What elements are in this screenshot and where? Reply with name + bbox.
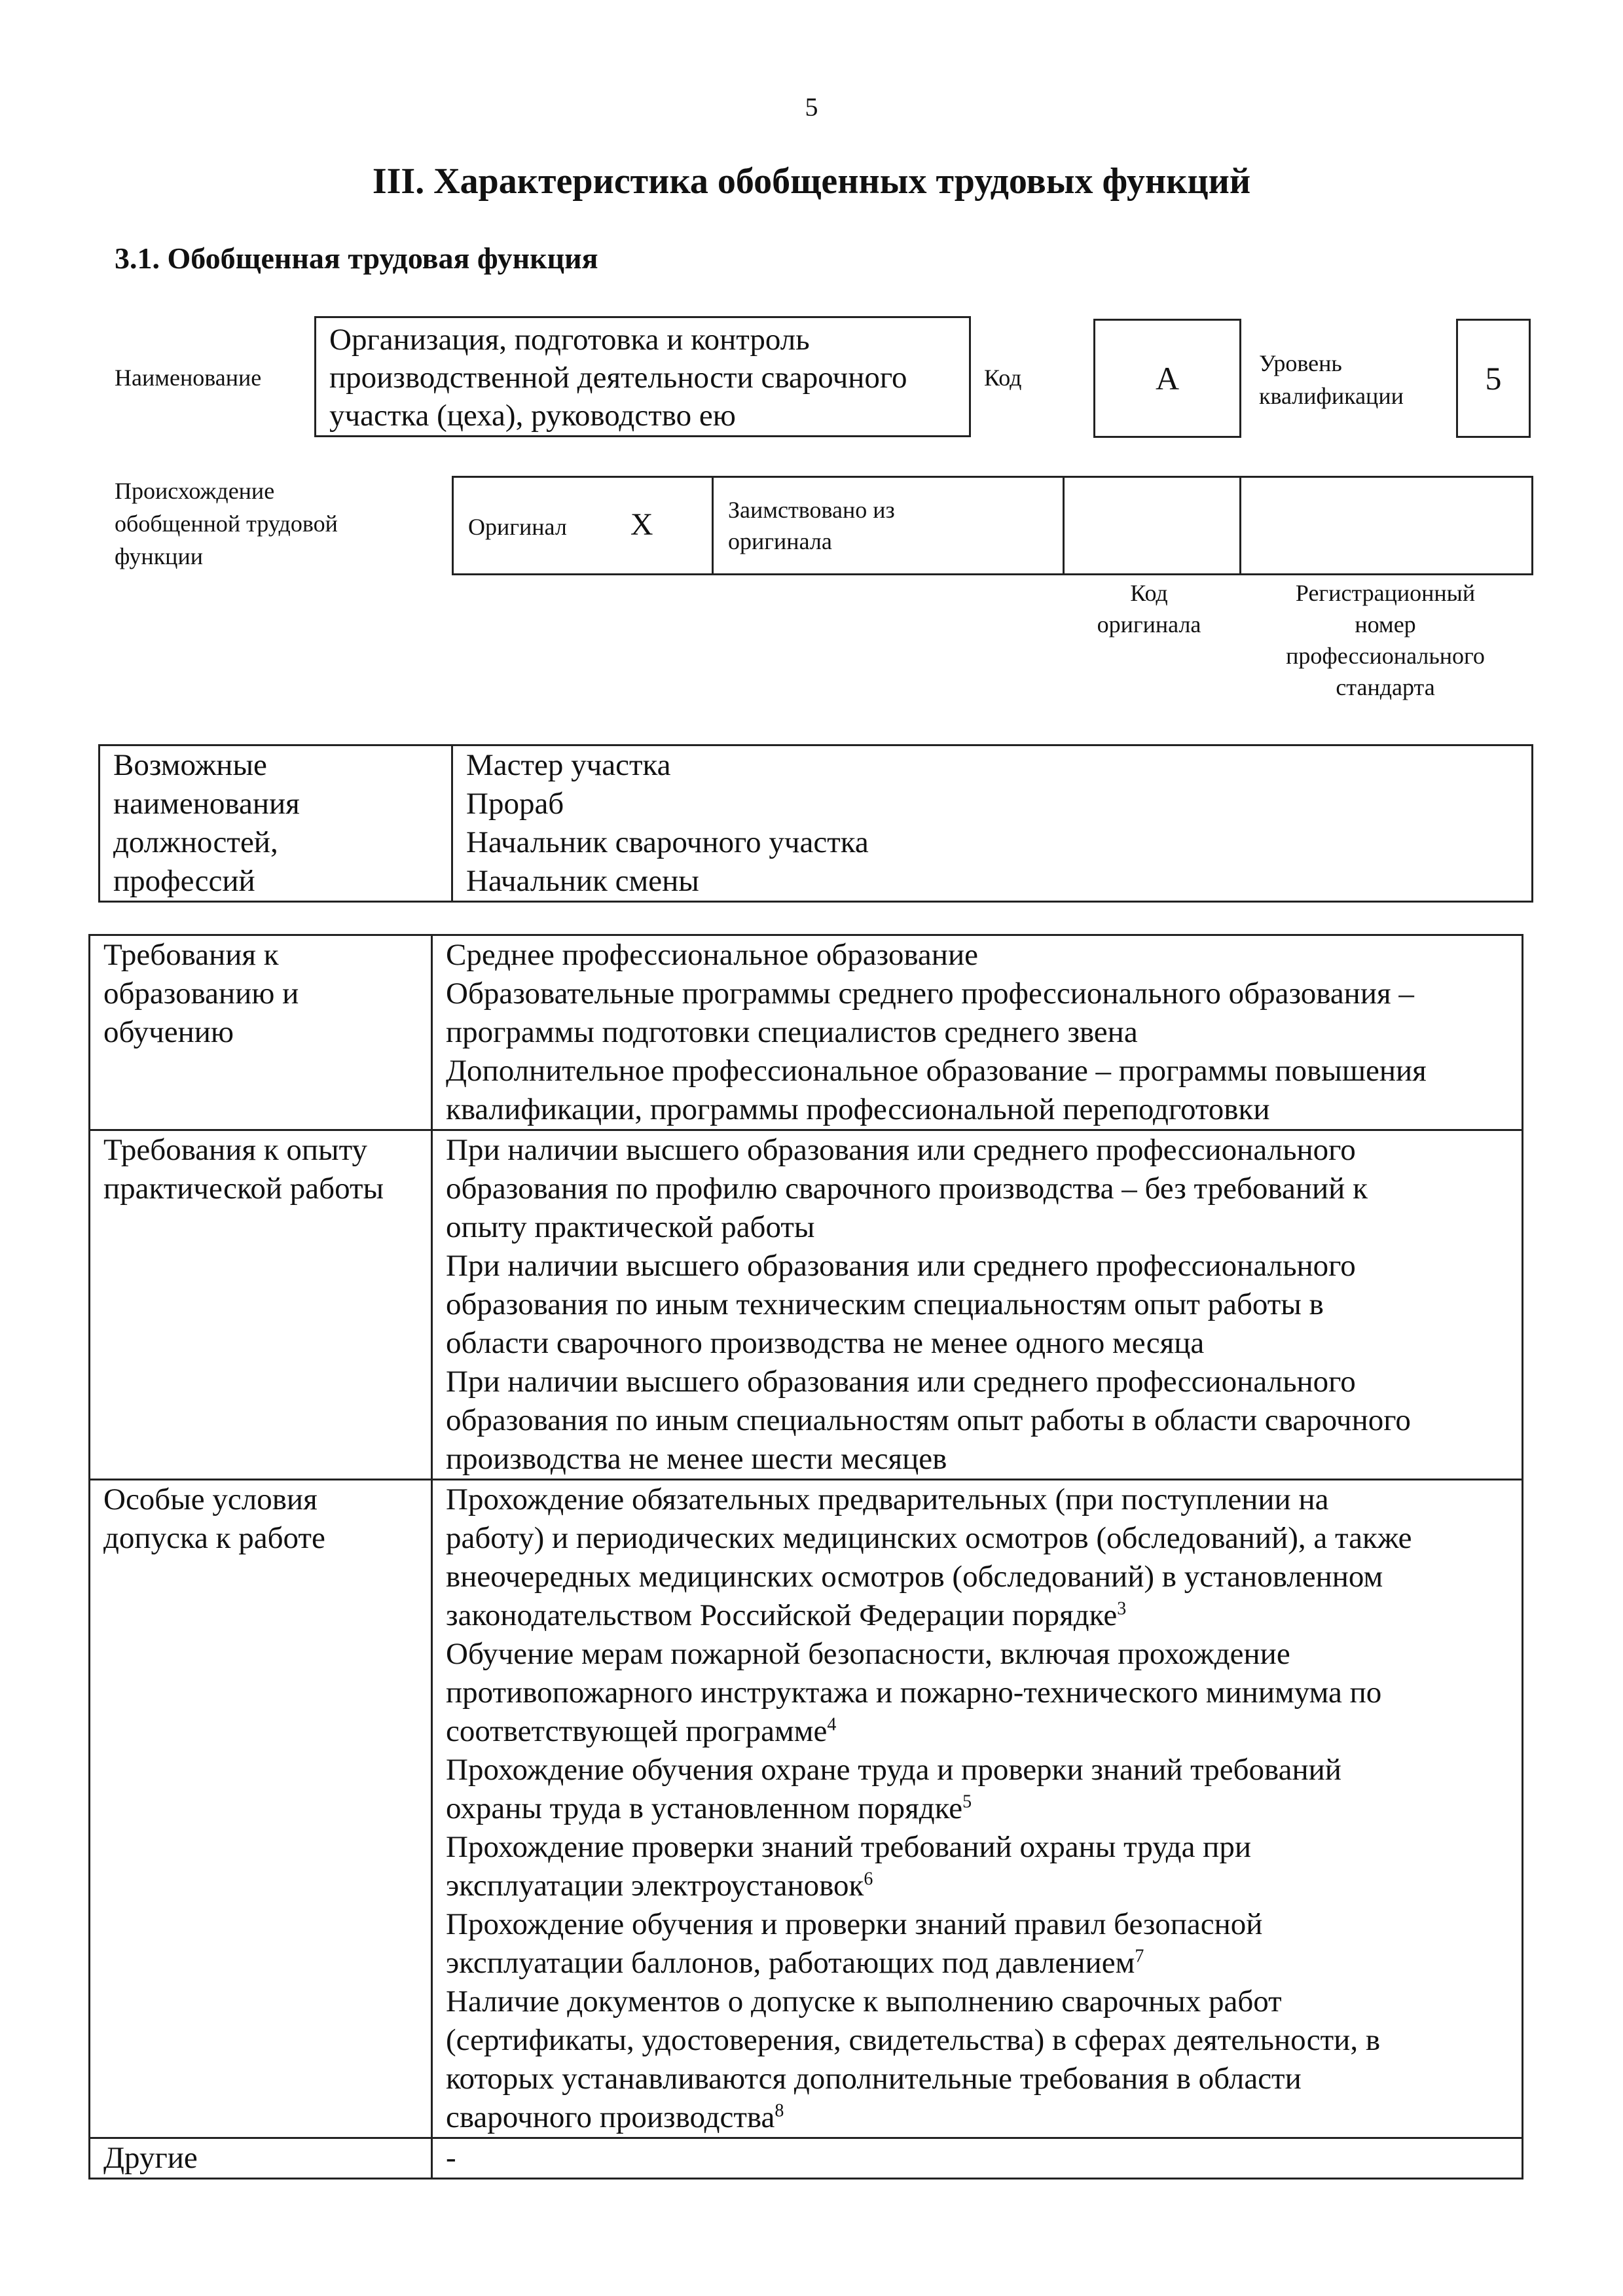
requirement-text-cell bbox=[432, 1480, 1523, 2138]
requirement-label-line: Требования к опыту bbox=[103, 1133, 368, 1167]
requirement-text-line: законодательством Российской Федерации порядке$^3$ bbox=[446, 1598, 1127, 1632]
requirement-text-line: области сварочного производства не менее одного месяца bbox=[446, 1326, 1205, 1360]
caption-line: оригинала bbox=[1097, 611, 1201, 637]
origin-borrowed-cell bbox=[713, 477, 1064, 575]
caption-reg-number bbox=[1239, 577, 1531, 703]
position-item: Прораб bbox=[466, 787, 564, 821]
footnote-ref: 5 bbox=[962, 1791, 972, 1812]
requirement-text-line: работу) и периодических медицинских осмотров (обследований), а также bbox=[446, 1521, 1412, 1555]
positions-table bbox=[98, 744, 1533, 903]
requirement-text-line: охраны труда в установленном порядке$^5$ bbox=[446, 1791, 972, 1825]
requirement-label-cell bbox=[90, 935, 432, 1130]
footnote-ref: 3 bbox=[1117, 1598, 1127, 1619]
original-mark: X bbox=[630, 507, 653, 542]
requirement-text-line: При наличии высшего образования или среднего профессионального bbox=[446, 1365, 1356, 1399]
requirement-text-line: соответствующей программе$^4$ bbox=[446, 1714, 837, 1748]
origin-label-line: обобщенной трудовой bbox=[115, 511, 338, 537]
requirement-label-line: Требования к bbox=[103, 938, 279, 972]
origin-reg-number-cell bbox=[1241, 477, 1533, 575]
requirements-row-education bbox=[90, 935, 1523, 1130]
requirement-text-line: эксплуатации баллонов, работающих под давлением$^7$ bbox=[446, 1946, 1144, 1980]
requirement-text-line: При наличии высшего образования или среднего профессионального bbox=[446, 1249, 1356, 1283]
level-label-line: квалификации bbox=[1259, 383, 1404, 409]
requirement-text-line: Образовательные программы среднего профессионального образования – bbox=[446, 977, 1414, 1011]
subsection-title: 3.1. Обобщенная трудовая функция bbox=[115, 242, 598, 275]
origin-table bbox=[452, 476, 1533, 575]
function-name-line: участка (цеха), руководство ею bbox=[329, 399, 736, 433]
requirements-row-special-conditions bbox=[90, 1480, 1523, 2138]
requirement-text-cell bbox=[432, 935, 1523, 1130]
requirement-label-cell bbox=[90, 1130, 432, 1480]
requirement-label-cell bbox=[90, 1480, 432, 2138]
requirement-text-cell bbox=[432, 1130, 1523, 1480]
origin-original-cell bbox=[453, 477, 713, 575]
requirement-text-line: (сертификаты, удостоверения, свидетельства) в сферах деятельности, в bbox=[446, 2023, 1381, 2057]
requirement-text-line: - bbox=[446, 2141, 456, 2175]
requirement-label-cell bbox=[90, 2138, 432, 2179]
requirements-row-other bbox=[90, 2138, 1523, 2179]
positions-label-line: профессий bbox=[113, 864, 255, 898]
original-label: Оригинал bbox=[468, 513, 567, 540]
footnote-ref: 7 bbox=[1135, 1946, 1144, 1967]
requirement-text-line: квалификации, программы профессиональной переподготовки bbox=[446, 1092, 1270, 1126]
level-value: 5 bbox=[1485, 360, 1502, 397]
requirements-table bbox=[88, 934, 1523, 2179]
requirement-text-line: Наличие документов о допуске к выполнению сварочных работ bbox=[446, 1984, 1282, 2018]
positions-label-cell bbox=[100, 745, 452, 902]
requirement-label-line: Особые условия bbox=[103, 1482, 318, 1516]
requirement-text-line: опыту практической работы bbox=[446, 1210, 815, 1244]
positions-label-line: Возможные bbox=[113, 748, 267, 782]
requirement-text-line: сварочного производства$^8$ bbox=[446, 2100, 784, 2134]
code-value: A bbox=[1155, 360, 1180, 397]
requirement-text-line: Обучение мерам пожарной безопасности, включая прохождение bbox=[446, 1637, 1290, 1671]
requirement-text-line: Прохождение обучения и проверки знаний правил безопасной bbox=[446, 1907, 1263, 1941]
caption-line: Код bbox=[1130, 580, 1168, 606]
caption-line: номер bbox=[1355, 611, 1416, 637]
caption-line: стандарта bbox=[1336, 674, 1435, 700]
requirement-label-line: практической работы bbox=[103, 1172, 384, 1206]
origin-label-line: функции bbox=[115, 543, 203, 569]
requirement-label-line: образованию и bbox=[103, 977, 299, 1011]
function-name-line: производственной деятельности сварочного bbox=[329, 361, 907, 395]
level-label-line: Уровень bbox=[1259, 350, 1342, 376]
name-label: Наименование bbox=[115, 365, 262, 391]
requirement-text-line: Прохождение обязательных предварительных (при поступлении на bbox=[446, 1482, 1329, 1516]
caption-line: профессионального bbox=[1286, 643, 1485, 669]
requirement-text-line: образования по иным специальностям опыт работы в области сварочного bbox=[446, 1403, 1411, 1437]
footnote-ref: 8 bbox=[775, 2100, 784, 2121]
position-item: Начальник смены bbox=[466, 864, 699, 898]
function-name-line: Организация, подготовка и контроль bbox=[329, 323, 810, 357]
requirement-text-line: Среднее профессиональное образование bbox=[446, 938, 978, 972]
requirement-text-line: противопожарного инструктажа и пожарно-технического минимума по bbox=[446, 1676, 1382, 1710]
requirement-text-line: программы подготовки специалистов среднего звена bbox=[446, 1015, 1138, 1049]
borrowed-label-line: оригинала bbox=[728, 528, 832, 554]
origin-label-line: Происхождение bbox=[115, 478, 275, 504]
origin-code-cell bbox=[1064, 477, 1241, 575]
requirement-label-line: допуска к работе bbox=[103, 1521, 325, 1555]
code-label: Код bbox=[984, 365, 1022, 391]
code-value-box bbox=[1093, 319, 1241, 438]
footnote-ref: 4 bbox=[827, 1714, 837, 1735]
requirement-text-line: Прохождение обучения охране труда и проверки знаний требований bbox=[446, 1753, 1341, 1787]
caption-line: Регистрационный bbox=[1295, 580, 1476, 606]
level-value-box bbox=[1456, 319, 1531, 438]
requirement-text-cell bbox=[432, 2138, 1523, 2179]
position-item: Мастер участка bbox=[466, 748, 671, 782]
origin-label bbox=[115, 475, 338, 573]
page-number: 5 bbox=[805, 92, 818, 122]
requirement-label-line: Другие bbox=[103, 2141, 198, 2175]
positions-list-cell bbox=[452, 745, 1533, 902]
section-title: III. Характеристика обобщенных трудовых функций bbox=[372, 161, 1251, 202]
requirement-text-line: При наличии высшего образования или среднего профессионального bbox=[446, 1133, 1356, 1167]
requirements-row-experience bbox=[90, 1130, 1523, 1480]
requirement-text-line: эксплуатации электроустановок$^6$ bbox=[446, 1869, 873, 1903]
requirement-text-line: образования по иным техническим специальностям опыт работы в bbox=[446, 1287, 1324, 1321]
footnote-ref: 6 bbox=[864, 1869, 873, 1890]
borrowed-label-line: Заимствовано из bbox=[728, 497, 895, 523]
requirement-label-line: обучению bbox=[103, 1015, 234, 1049]
requirement-text-line: Дополнительное профессиональное образование – программы повышения bbox=[446, 1054, 1427, 1088]
requirement-text-line: внеочередных медицинских осмотров (обследований) в установленном bbox=[446, 1560, 1383, 1594]
requirement-text-line: Прохождение проверки знаний требований охраны труда при bbox=[446, 1830, 1251, 1864]
requirement-text-line: образования по профилю сварочного производства – без требований к bbox=[446, 1172, 1368, 1206]
caption-origin-code bbox=[1061, 577, 1237, 640]
level-label bbox=[1259, 347, 1404, 412]
requirement-text-line: которых устанавливаются дополнительные требования в области bbox=[446, 2062, 1302, 2096]
requirement-text-line: производства не менее шести месяцев bbox=[446, 1442, 947, 1476]
function-name-box bbox=[314, 316, 971, 437]
positions-label-line: наименования bbox=[113, 787, 300, 821]
position-item: Начальник сварочного участка bbox=[466, 825, 869, 859]
positions-label-line: должностей, bbox=[113, 825, 278, 859]
